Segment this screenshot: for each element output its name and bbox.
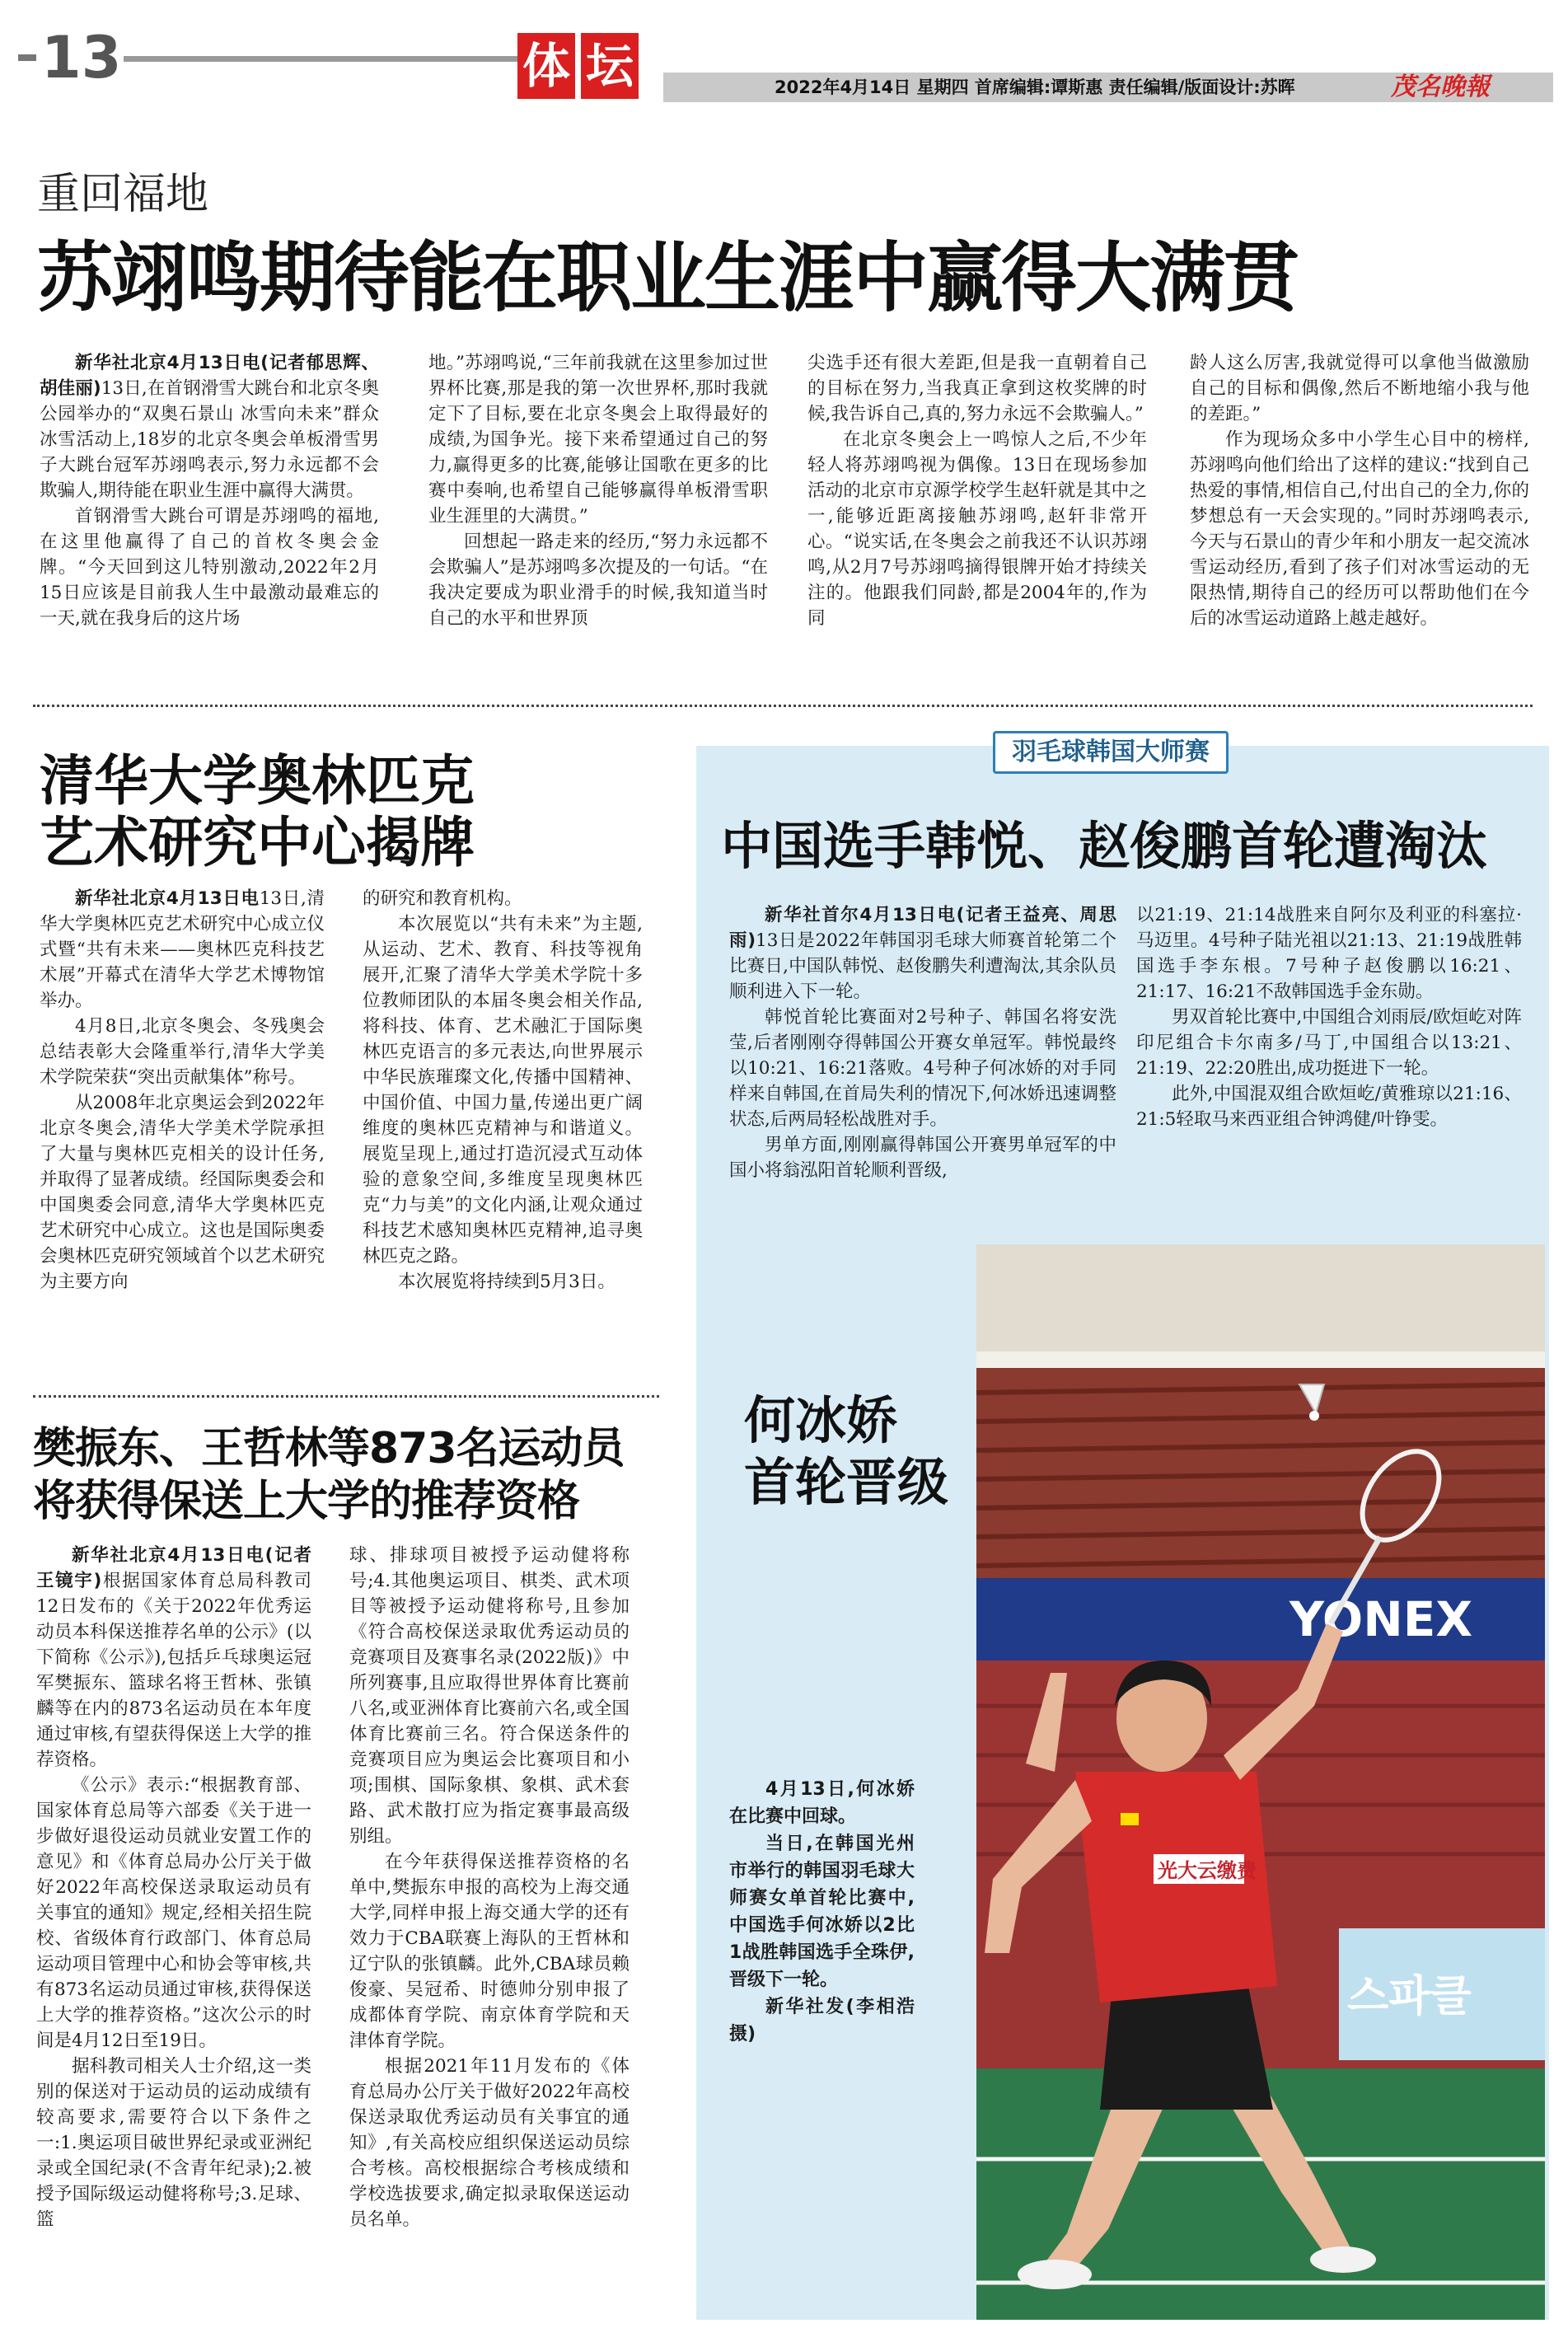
section-divider bbox=[33, 1395, 659, 1398]
article2-col-1 bbox=[40, 886, 325, 1295]
banner-yonex: YONEX bbox=[1290, 1591, 1473, 1647]
paragraph: 以21:19、21:14战胜来自阿尔及利亚的科塞拉·马迈里。4号种子陆光祖以21:13、21:19战胜韩国选手李东根。7号种子赵俊鹏以16:21、21:17、16:21不敌韩国选手金东勋。 bbox=[1136, 905, 1522, 1002]
section-badge-2: 坛 bbox=[581, 33, 639, 99]
headline: 中国选手韩悦、赵俊鹏首轮遭淘汰 bbox=[721, 816, 1488, 876]
paragraph: 龄人这么厉害,我就觉得可以拿他当做激励自己的目标和偶像,然后不断地缩小我与他的差距。” bbox=[1190, 353, 1529, 424]
page-number: 13 bbox=[41, 24, 122, 91]
paragraph: 球、排球项目被授予运动健将称号;4.其他奥运项目、棋类、武术项目等被授予运动健将称号,且参加《符合高校保送录取优秀运动员的竞赛项目及赛事名录(2022版)》中所列赛事,且应取得世界体育比赛前八名,或亚洲体育比赛前六名,或全国体育比赛前三名。符合保送条件的竞赛项目应为奥运会比赛项目和小项;围棋、国际象棋、象棋、武术套路、武术散打应为指定赛事最高级别组。 bbox=[349, 1545, 630, 1847]
paragraph: 13日是2022年韩国羽毛球大师赛首轮第二个比赛日,中国队韩悦、赵俊鹏失利遭淘汰,其余队员顺利进入下一轮。 bbox=[729, 930, 1117, 1002]
byline: 新华社北京4月13日电 bbox=[75, 888, 260, 909]
page-header bbox=[0, 0, 1568, 107]
paragraph: 此外,中国混双组合欧烜屹/黄雅琼以21:16、21:5轻取马来西亚组合钟鸿健/叶铮雯。 bbox=[1136, 1084, 1522, 1130]
article1-col-1 bbox=[40, 350, 379, 631]
header-line-left bbox=[124, 56, 540, 62]
paragraph: 《公示》表示:“根据教育部、国家体育总局等六部委《关于进一步做好退役运动员就业安置工作的意见》和《体育总局办公厅关于做好2022年高校保送录取运动员有关事宜的通知》规定,经相关招生院校、省级体育行政部门、体育总局运动项目管理中心和协会等审核,共有873名运动员通过审核,获得保送上大学的推荐资格。”这次公示的时间是4月12日至19日。 bbox=[36, 1775, 311, 2051]
paragraph: 从2008年北京奥运会到2022年北京冬奥会,清华大学美术学院承担了大量与奥林匹克相关的设计任务,并取得了显著成绩。经国际奥委会和中国奥委会同意,清华大学奥林匹克艺术研究中心成立。这也是国际奥委会奥林匹克研究领域首个以艺术研究为主要方向 bbox=[40, 1093, 325, 1292]
article4-col-2 bbox=[1136, 902, 1522, 1132]
article3-col-2 bbox=[349, 1543, 630, 2232]
page-number-dash bbox=[18, 54, 36, 61]
headline-line-2: 将获得保送上大学的推荐资格 bbox=[33, 1477, 580, 1526]
article1-col-3 bbox=[807, 350, 1147, 631]
paragraph: 男双首轮比赛中,中国组合刘雨辰/欧烜屹对阵印尼组合卡尔南多/马丁,中国组合以13:21、21:19、22:20胜出,成功挺进下一轮。 bbox=[1136, 1007, 1522, 1079]
paragraph: 的研究和教育机构。 bbox=[363, 888, 522, 909]
kicker: 重回福地 bbox=[37, 170, 209, 219]
photo-badminton-player bbox=[976, 1244, 1545, 2320]
headline-line-1: 清华大学奥林匹克 bbox=[40, 749, 475, 813]
article-tsinghua bbox=[0, 717, 659, 1401]
paragraph: 地。”苏翊鸣说,“三年前我就在这里参加过世界杯比赛,那是我的第一次世界杯,那时我就定下了目标,要在北京冬奥会上取得最好的成绩,为国争光。接下来希望通过自己的努力,赢得更多的比赛,能够让国歌在更多的比赛中奏响,也希望自己能够赢得单板滑雪职业生涯里的大满贯。” bbox=[428, 353, 768, 527]
paragraph: 男单方面,刚刚赢得韩国公开赛男单冠军的中国小将翁泓阳首轮顺利晋级, bbox=[729, 1135, 1116, 1181]
photo-headline-1: 何冰娇 bbox=[744, 1390, 898, 1450]
article-athletes-admission bbox=[0, 1401, 659, 2328]
byline: 新华社首尔4月13日电(记者王益亮、周思雨) bbox=[729, 905, 1116, 951]
photo-headline-2: 首轮晋级 bbox=[744, 1452, 949, 1512]
byline: 新华社北京4月13日电(记者郁思辉、胡佳丽) bbox=[40, 353, 379, 399]
paragraph: 回想起一路走来的经历,“努力永远都不会欺骗人”是苏翊鸣多次提及的一句话。“在我决定要成为职业滑手的时候,我知道当时自己的水平和世界顶 bbox=[428, 532, 768, 629]
article2-col-2 bbox=[363, 886, 643, 1295]
paragraph: 在今年获得保送推荐资格的名单中,樊振东申报的高校为上海交通大学,同样申报上海交通大学的还有效力于CBA联赛上海队的王哲林和辽宁队的张镇麟。此外,CBA球员赖俊豪、吴冠希、时德帅分别申报了成都体育学院、南京体育学院和天津体育学院。 bbox=[349, 1852, 630, 2051]
article4-col-1 bbox=[729, 902, 1116, 1183]
jersey-sponsor: 光大云缴费 bbox=[1158, 1859, 1257, 1882]
date-line: 2022年4月14日 星期四 首席编辑:谭斯惠 责任编辑/版面设计:苏晖 bbox=[775, 77, 1295, 97]
byline: 新华社北京4月13日电(记者王镜宇) bbox=[36, 1545, 311, 1591]
paragraph: 根据国家体育总局科教司12日发布的《关于2022年优秀运动员本科保送推荐名单的公示》(以下简称《公示》),包括乒乓球奥运冠军樊振东、篮球名将王哲林、张镇麟等在内的873名运动员在本年度通过审核,有望获得保送上大学的推荐资格。 bbox=[36, 1571, 311, 1770]
paragraph: 据科教司相关人士介绍,这一类别的保送对于运动员的运动成绩有较高要求,需要符合以下条件之一:1.奥运项目破世界纪录或亚洲纪录或全国纪录(不含青年纪录);2.被授予国际级运动健将称号;3.足球、篮 bbox=[36, 2056, 311, 2230]
paragraph: 13日,在首钢滑雪大跳台和北京冬奥公园举办的“双奥石景山 冰雪向未来”群众冰雪活动上,18岁的北京冬奥会单板滑雪男子大跳台冠军苏翊鸣表示,努力永远都不会欺骗人,期待能在职业生涯中赢得大满贯。 bbox=[40, 378, 380, 501]
paragraph: 韩悦首轮比赛面对2号种子、韩国名将安洗莹,后者刚刚夺得韩国公开赛女单冠军。韩悦最终以10:21、16:21落败。4号种子何冰娇的对手同样来自韩国,在首局失利的情况下,何冰娇迅速调整状态,后两局轻松战胜对手。 bbox=[729, 1007, 1116, 1130]
photo-illustration bbox=[976, 1244, 1545, 2320]
section-divider bbox=[33, 705, 1533, 707]
section-badge-1: 体 bbox=[517, 33, 575, 99]
paragraph: 本次展览以“共有未来”为主题,从运动、艺术、教育、科技等视角展开,汇聚了清华大学美术学院十多位教师团队的本届冬奥会相关作品,将科技、体育、艺术融汇于国际奥林匹克语言的多元表达,向世界展示中华民族璀璨文化,传播中国精神、中国价值、中国力量,传递出更广阔维度的奥林匹克精神与和谐道义。展览呈现上,通过打造沉浸式互动体验的意象空间,多维度呈现奥林匹克“力与美”的文化内涵,让观众通过科技艺术感知奥林匹克精神,追寻奥林匹克之路。 bbox=[363, 914, 643, 1267]
ad-board-text: 스파클 bbox=[1347, 1972, 1472, 2021]
photo-caption bbox=[729, 1776, 915, 2048]
headline-line-1: 樊振东、王哲林等873名运动员 bbox=[33, 1424, 625, 1473]
paragraph: 4月8日,北京冬奥会、冬残奥会总结表彰大会隆重举行,清华大学美术学院荣获“突出贡献集体”称号。 bbox=[40, 1016, 325, 1088]
caption-line: 当日,在韩国光州市举行的韩国羽毛球大师赛女单首轮比赛中,中国选手何冰娇以2比1战胜韩国选手全珠伊,晋级下一轮。 bbox=[729, 1834, 915, 1990]
tag-badge: 羽毛球韩国大师赛 bbox=[993, 731, 1229, 774]
paragraph: 根据2021年11月发布的《体育总局办公厅关于做好2022年高校保送录取优秀运动员有关事宜的通知》,有关高校应组织保送运动员综合考核。高校根据综合考核成绩和学校选拔要求,确定拟录取保送运动员名单。 bbox=[349, 2056, 630, 2230]
paragraph: 本次展览将持续到5月3日。 bbox=[398, 1272, 615, 1292]
paragraph: 作为现场众多中小学生心目中的榜样,苏翊鸣向他们给出了这样的建议:“找到自己热爱的事情,相信自己,付出自己的全力,你的梦想总有一天会实现的。”同时苏翊鸣表示,今天与石景山的青少年和小朋友一起交流冰雪运动经历,看到了孩子们对冰雪运动的无限热情,期待自己的经历可以帮助他们在今后的冰雪运动道路上越走越好。 bbox=[1190, 429, 1529, 629]
paragraph: 13日,清华大学奥林匹克艺术研究中心成立仪式暨“共有未来——奥林匹克科技艺术展”开幕式在清华大学艺术博物馆举办。 bbox=[40, 888, 325, 1011]
caption-credit: 新华社发(李相浩摄) bbox=[729, 1997, 915, 2045]
paper-logo: 茂名晚報 bbox=[1391, 73, 1490, 101]
caption-line: 4月13日,何冰娇在比赛中回球。 bbox=[729, 1779, 915, 1827]
paragraph: 首钢滑雪大跳台可谓是苏翊鸣的福地,在这里他赢得了自己的首枚冬奥会金牌。“今天回到这儿特别激动,2022年2月15日应该是目前我人生中最激动最难忘的一天,就在我身后的这片场 bbox=[40, 506, 379, 629]
paragraph: 尖选手还有很大差距,但是我一直朝着自己的目标在努力,当我真正拿到这枚奖牌的时候,我告诉自己,真的,努力永远不会欺骗人。” bbox=[807, 353, 1147, 424]
headline-line-2: 艺术研究中心揭牌 bbox=[40, 811, 475, 874]
article3-col-1 bbox=[36, 1543, 311, 2232]
article1-col-4 bbox=[1190, 350, 1529, 631]
article-su-yiming bbox=[0, 157, 1568, 692]
article1-col-2 bbox=[428, 350, 768, 631]
paragraph: 在北京冬奥会上一鸣惊人之后,不少年轻人将苏翊鸣视为偶像。13日在现场参加活动的北京市京源学校学生赵轩就是其中之一,能够近距离接触苏翊鸣,赵轩非常开心。“说实话,在冬奥会之前我还不认识苏翊鸣,从2月7号苏翊鸣摘得银牌开始才持续关注的。他跟我们同龄,都是2004年的,作为同 bbox=[807, 429, 1147, 629]
headline: 苏翊鸣期待能在职业生涯中赢得大满贯 bbox=[37, 234, 1299, 322]
